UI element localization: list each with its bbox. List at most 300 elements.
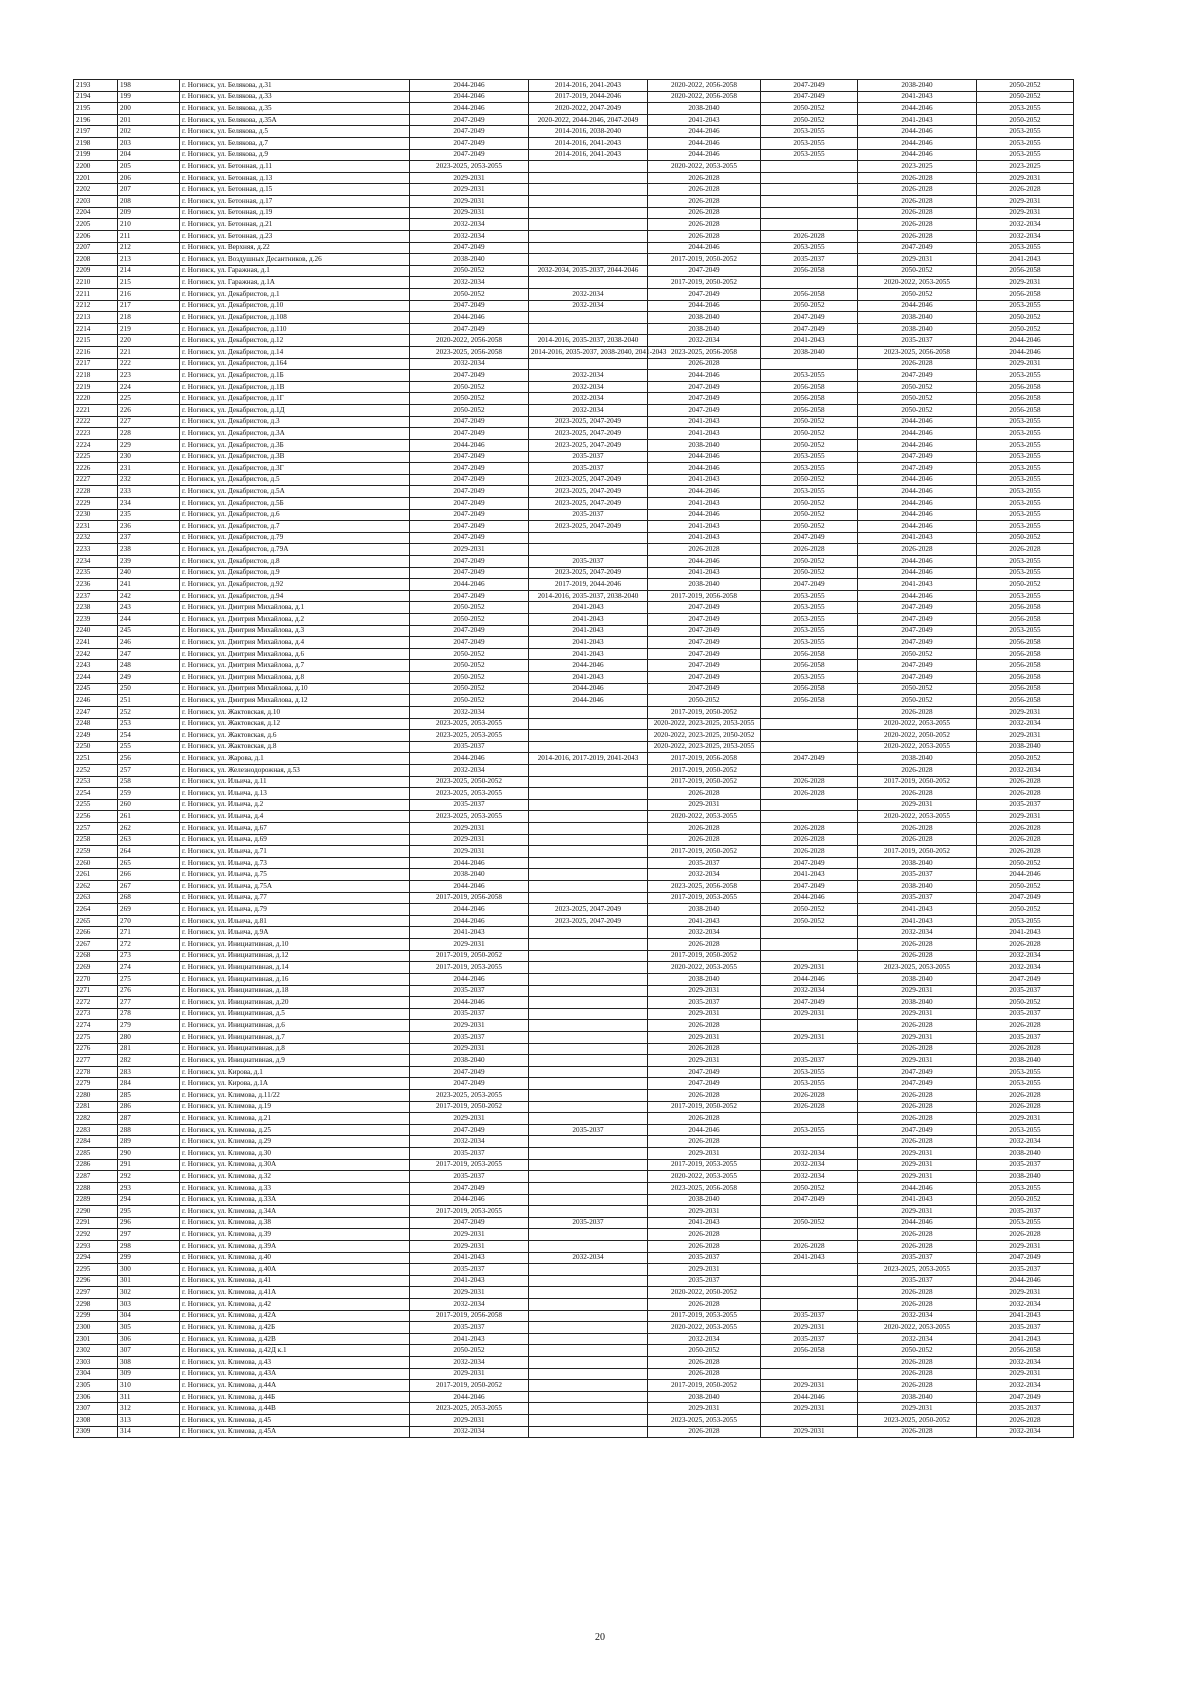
period-cell: 2047-2049: [410, 242, 529, 254]
period-cell: 2053-2055: [761, 138, 858, 150]
row-number-cell: 2307: [74, 1403, 118, 1415]
row-number-cell: 2278: [74, 1066, 118, 1078]
period-cell: 2044-2046: [761, 1391, 858, 1403]
address-cell: г. Ногинск, ул. Дмитрия Михайлова, д.10: [180, 683, 410, 695]
period-cell: 2029-2031: [410, 184, 529, 196]
item-number-cell: 298: [118, 1240, 180, 1252]
period-cell: 2017-2019, 2050-2052: [648, 950, 761, 962]
period-cell: 2035-2037: [977, 1206, 1074, 1218]
period-cell: 2026-2028: [648, 1240, 761, 1252]
table-row: [74, 1229, 1074, 1241]
item-number-cell: 279: [118, 1020, 180, 1032]
period-cell: 2044-2046: [761, 973, 858, 985]
table-row: [74, 80, 1074, 92]
period-cell: 2047-2049: [761, 753, 858, 765]
period-cell: 2023-2025, 2056-2058: [648, 347, 761, 359]
row-number-cell: 2241: [74, 637, 118, 649]
row-number-cell: 2270: [74, 973, 118, 985]
table-row: [74, 1403, 1074, 1415]
row-number-cell: 2259: [74, 846, 118, 858]
period-cell: 2029-2031: [648, 799, 761, 811]
period-cell: 2053-2055: [977, 439, 1074, 451]
table-row: [74, 881, 1074, 893]
period-cell: 2032-2034: [410, 1357, 529, 1369]
period-cell: 2035-2037: [648, 1252, 761, 1264]
item-number-cell: 235: [118, 509, 180, 521]
period-cell: 2035-2037: [977, 1159, 1074, 1171]
row-number-cell: 2229: [74, 497, 118, 509]
period-cell: 2053-2055: [761, 1124, 858, 1136]
period-cell: 2029-2031: [410, 1287, 529, 1299]
row-number-cell: 2285: [74, 1148, 118, 1160]
period-cell: 2014-2016, 2035-2037, 2038-2040: [529, 590, 648, 602]
period-cell: 2053-2055: [977, 138, 1074, 150]
period-cell: 2026-2028: [648, 1357, 761, 1369]
period-cell: 2041-2043: [648, 114, 761, 126]
period-cell: [529, 892, 648, 904]
period-cell: 2041-2043: [648, 532, 761, 544]
period-cell: 2017-2019, 2050-2052: [858, 846, 977, 858]
period-cell: 2041-2043: [977, 1333, 1074, 1345]
period-cell: 2038-2040: [977, 1171, 1074, 1183]
period-cell: 2014-2016, 2041-2043: [529, 149, 648, 161]
period-cell: 2020-2022, 2023-2025, 2050-2052: [648, 730, 761, 742]
period-cell: 2035-2037: [410, 1148, 529, 1160]
period-cell: 2047-2049: [977, 973, 1074, 985]
period-cell: 2026-2028: [648, 207, 761, 219]
period-cell: 2026-2028: [648, 196, 761, 208]
address-cell: г. Ногинск, ул. Климова, д.42Б: [180, 1322, 410, 1334]
address-cell: г. Ногинск, ул. Климова, д.44В: [180, 1403, 410, 1415]
period-cell: 2026-2028: [977, 788, 1074, 800]
item-number-cell: 203: [118, 138, 180, 150]
table-row: [74, 1182, 1074, 1194]
period-cell: 2038-2040: [858, 857, 977, 869]
period-cell: 2056-2058: [977, 602, 1074, 614]
address-cell: г. Ногинск, ул. Климова, д.39А: [180, 1240, 410, 1252]
table-row: [74, 300, 1074, 312]
address-cell: г. Ногинск, ул. Белякова, д.7: [180, 138, 410, 150]
period-cell: [761, 1415, 858, 1427]
period-cell: 2020-2022, 2053-2055: [648, 161, 761, 173]
period-cell: 2017-2019, 2053-2055: [410, 962, 529, 974]
period-cell: 2047-2049: [410, 1182, 529, 1194]
row-number-cell: 2290: [74, 1206, 118, 1218]
row-number-cell: 2254: [74, 788, 118, 800]
period-cell: 2023-2025, 2056-2058: [410, 347, 529, 359]
table-row: [74, 103, 1074, 115]
period-cell: 2020-2022, 2050-2052: [858, 730, 977, 742]
period-cell: 2026-2028: [648, 219, 761, 231]
period-cell: 2038-2040: [648, 323, 761, 335]
item-number-cell: 295: [118, 1206, 180, 1218]
address-cell: г. Ногинск, ул. Дмитрия Михайлова, д.8: [180, 672, 410, 684]
address-cell: г. Ногинск, ул. Климова, д.41: [180, 1275, 410, 1287]
item-number-cell: 241: [118, 579, 180, 591]
period-cell: 2029-2031: [858, 254, 977, 266]
table-row: [74, 323, 1074, 335]
period-cell: 2044-2046: [410, 997, 529, 1009]
address-cell: г. Ногинск, ул. Ильича, д.9А: [180, 927, 410, 939]
period-cell: 2023-2025, 2053-2055: [410, 788, 529, 800]
period-cell: 2047-2049: [410, 567, 529, 579]
period-cell: 2047-2049: [410, 486, 529, 498]
period-cell: 2056-2058: [761, 1345, 858, 1357]
period-cell: 2032-2034: [977, 962, 1074, 974]
period-cell: [761, 1043, 858, 1055]
item-number-cell: 285: [118, 1090, 180, 1102]
period-cell: 2050-2052: [761, 114, 858, 126]
period-cell: 2029-2031: [648, 1008, 761, 1020]
period-cell: 2044-2046: [648, 300, 761, 312]
period-cell: [529, 254, 648, 266]
period-cell: 2029-2031: [410, 1043, 529, 1055]
row-number-cell: 2291: [74, 1217, 118, 1229]
period-cell: 2035-2037: [858, 1275, 977, 1287]
period-cell: 2026-2028: [648, 1090, 761, 1102]
period-cell: 2047-2049: [761, 997, 858, 1009]
period-cell: [761, 950, 858, 962]
period-cell: [529, 1426, 648, 1438]
address-cell: г. Ногинск, ул. Декабристов, д.108: [180, 312, 410, 324]
period-cell: 2047-2049: [410, 521, 529, 533]
address-cell: г. Ногинск, ул. Климова, д.25: [180, 1124, 410, 1136]
table-row: [74, 799, 1074, 811]
period-cell: 2056-2058: [977, 672, 1074, 684]
address-cell: г. Ногинск, ул. Ильича, д.13: [180, 788, 410, 800]
row-number-cell: 2221: [74, 405, 118, 417]
period-cell: 2050-2052: [761, 300, 858, 312]
item-number-cell: 312: [118, 1403, 180, 1415]
period-cell: 2050-2052: [410, 393, 529, 405]
item-number-cell: 247: [118, 648, 180, 660]
period-cell: 2020-2022, 2044-2046, 2047-2049: [529, 114, 648, 126]
address-cell: г. Ногинск, ул. Белякова, д.33: [180, 91, 410, 103]
address-cell: г. Ногинск, ул. Климова, д.42А: [180, 1310, 410, 1322]
period-cell: 2026-2028: [977, 823, 1074, 835]
period-cell: 2017-2019, 2056-2058: [648, 590, 761, 602]
row-number-cell: 2224: [74, 439, 118, 451]
table-row: [74, 1031, 1074, 1043]
period-cell: 2047-2049: [648, 625, 761, 637]
address-cell: г. Ногинск, ул. Инициативная, д.8: [180, 1043, 410, 1055]
item-number-cell: 251: [118, 695, 180, 707]
table-row: [74, 230, 1074, 242]
period-cell: 2044-2046: [977, 335, 1074, 347]
period-cell: 2023-2025, 2047-2049: [529, 439, 648, 451]
period-cell: 2023-2025, 2053-2055: [410, 1090, 529, 1102]
item-number-cell: 287: [118, 1113, 180, 1125]
table-row: [74, 823, 1074, 835]
row-number-cell: 2226: [74, 463, 118, 475]
table-row: [74, 1008, 1074, 1020]
period-cell: 2038-2040: [858, 312, 977, 324]
period-cell: [529, 230, 648, 242]
period-cell: 2041-2043: [761, 1252, 858, 1264]
address-cell: г. Ногинск, ул. Дмитрия Михайлова, д.3: [180, 625, 410, 637]
item-number-cell: 313: [118, 1415, 180, 1427]
period-cell: 2029-2031: [410, 207, 529, 219]
row-number-cell: 2306: [74, 1391, 118, 1403]
period-cell: 2053-2055: [977, 1066, 1074, 1078]
period-cell: 2047-2049: [410, 451, 529, 463]
period-cell: 2041-2043: [977, 254, 1074, 266]
item-number-cell: 248: [118, 660, 180, 672]
address-cell: г. Ногинск, ул. Декабристов, д.12: [180, 335, 410, 347]
period-cell: 2026-2028: [648, 788, 761, 800]
period-cell: 2023-2025, 2053-2055: [410, 1403, 529, 1415]
table-row: [74, 846, 1074, 858]
period-cell: 2044-2046: [858, 509, 977, 521]
period-cell: 2047-2049: [410, 114, 529, 126]
period-cell: 2029-2031: [858, 1206, 977, 1218]
period-cell: 2023-2025, 2053-2055: [410, 718, 529, 730]
row-number-cell: 2298: [74, 1298, 118, 1310]
period-cell: 2053-2055: [977, 242, 1074, 254]
table-row: [74, 1391, 1074, 1403]
table-row: [74, 892, 1074, 904]
period-cell: [529, 997, 648, 1009]
row-number-cell: 2236: [74, 579, 118, 591]
period-cell: 2026-2028: [977, 939, 1074, 951]
item-number-cell: 291: [118, 1159, 180, 1171]
period-cell: [529, 277, 648, 289]
address-cell: г. Ногинск, ул. Инициативная, д.5: [180, 1008, 410, 1020]
period-cell: 2044-2046: [858, 300, 977, 312]
period-cell: 2029-2031: [977, 277, 1074, 289]
period-cell: 2017-2019, 2050-2052: [648, 764, 761, 776]
period-cell: 2026-2028: [977, 834, 1074, 846]
period-cell: 2053-2055: [761, 126, 858, 138]
item-number-cell: 288: [118, 1124, 180, 1136]
period-cell: 2047-2049: [410, 532, 529, 544]
period-cell: [761, 799, 858, 811]
period-cell: 2026-2028: [977, 846, 1074, 858]
row-number-cell: 2198: [74, 138, 118, 150]
period-cell: 2032-2034: [648, 335, 761, 347]
address-cell: г. Ногинск, ул. Инициативная, д.7: [180, 1031, 410, 1043]
period-cell: 2032-2034: [529, 300, 648, 312]
period-cell: [529, 1264, 648, 1276]
table-row: [74, 1345, 1074, 1357]
address-cell: г. Ногинск, ул. Декабристов, д.3В: [180, 451, 410, 463]
row-number-cell: 2308: [74, 1415, 118, 1427]
period-cell: 2026-2028: [648, 1043, 761, 1055]
period-cell: 2032-2034: [977, 1357, 1074, 1369]
period-cell: 2041-2043: [761, 869, 858, 881]
period-cell: 2026-2028: [858, 207, 977, 219]
row-number-cell: 2248: [74, 718, 118, 730]
item-number-cell: 267: [118, 881, 180, 893]
period-cell: 2044-2046: [648, 370, 761, 382]
period-cell: 2026-2028: [858, 1287, 977, 1299]
period-cell: [529, 927, 648, 939]
period-cell: 2020-2022, 2053-2055: [648, 1322, 761, 1334]
table-row: [74, 973, 1074, 985]
address-cell: г. Ногинск, ул. Климова, д.39: [180, 1229, 410, 1241]
address-cell: г. Ногинск, ул. Ильича, д.4: [180, 811, 410, 823]
table-row: [74, 950, 1074, 962]
period-cell: 2041-2043: [858, 114, 977, 126]
period-cell: 2044-2046: [410, 1194, 529, 1206]
row-number-cell: 2302: [74, 1345, 118, 1357]
period-cell: 2029-2031: [977, 207, 1074, 219]
table-row: [74, 648, 1074, 660]
item-number-cell: 296: [118, 1217, 180, 1229]
address-cell: г. Ногинск, ул. Жактовская, д.10: [180, 706, 410, 718]
row-number-cell: 2295: [74, 1264, 118, 1276]
period-cell: 2041-2043: [529, 602, 648, 614]
period-cell: 2017-2019, 2050-2052: [410, 950, 529, 962]
address-cell: г. Ногинск, ул. Кирова, д.1: [180, 1066, 410, 1078]
table-row: [74, 1066, 1074, 1078]
table-row: [74, 161, 1074, 173]
period-cell: 2056-2058: [977, 265, 1074, 277]
table-row: [74, 497, 1074, 509]
table-row: [74, 927, 1074, 939]
period-cell: 2035-2037: [977, 1031, 1074, 1043]
item-number-cell: 231: [118, 463, 180, 475]
row-number-cell: 2292: [74, 1229, 118, 1241]
item-number-cell: 221: [118, 347, 180, 359]
address-cell: г. Ногинск, ул. Ильича, д.81: [180, 915, 410, 927]
period-cell: [529, 1101, 648, 1113]
period-cell: 2029-2031: [761, 1008, 858, 1020]
period-cell: 2035-2037: [761, 1333, 858, 1345]
row-number-cell: 2300: [74, 1322, 118, 1334]
table-row: [74, 718, 1074, 730]
table-row: [74, 451, 1074, 463]
address-cell: г. Ногинск, ул. Декабристов, д.1: [180, 288, 410, 300]
period-cell: 2053-2055: [977, 1078, 1074, 1090]
item-number-cell: 243: [118, 602, 180, 614]
row-number-cell: 2304: [74, 1368, 118, 1380]
period-cell: 2047-2049: [410, 1217, 529, 1229]
period-cell: [529, 1182, 648, 1194]
period-cell: 2047-2049: [410, 323, 529, 335]
address-cell: г. Ногинск, ул. Ильича, д.73: [180, 857, 410, 869]
address-cell: г. Ногинск, ул. Климова, д.44Б: [180, 1391, 410, 1403]
address-cell: г. Ногинск, ул. Инициативная, д.6: [180, 1020, 410, 1032]
address-cell: г. Ногинск, ул. Декабристов, д.1Д: [180, 405, 410, 417]
period-cell: 2047-2049: [648, 648, 761, 660]
period-cell: 2026-2028: [977, 184, 1074, 196]
period-cell: 2029-2031: [977, 730, 1074, 742]
address-cell: г. Ногинск, ул. Климова, д.42: [180, 1298, 410, 1310]
period-cell: 2038-2040: [648, 1391, 761, 1403]
period-cell: 2026-2028: [648, 1113, 761, 1125]
item-number-cell: 294: [118, 1194, 180, 1206]
table-row: [74, 730, 1074, 742]
period-cell: 2047-2049: [761, 532, 858, 544]
period-cell: 2044-2046: [858, 416, 977, 428]
row-number-cell: 2233: [74, 544, 118, 556]
row-number-cell: 2297: [74, 1287, 118, 1299]
item-number-cell: 218: [118, 312, 180, 324]
period-cell: 2020-2022, 2053-2055: [858, 1322, 977, 1334]
period-cell: 2053-2055: [761, 614, 858, 626]
period-cell: [529, 741, 648, 753]
item-number-cell: 276: [118, 985, 180, 997]
row-number-cell: 2240: [74, 625, 118, 637]
period-cell: 2056-2058: [761, 393, 858, 405]
table-row: [74, 811, 1074, 823]
period-cell: 2038-2040: [977, 1148, 1074, 1160]
period-cell: 2032-2034: [977, 764, 1074, 776]
period-cell: 2038-2040: [410, 869, 529, 881]
item-number-cell: 252: [118, 706, 180, 718]
period-cell: 2047-2049: [761, 80, 858, 92]
item-number-cell: 289: [118, 1136, 180, 1148]
table-row: [74, 939, 1074, 951]
period-cell: 2029-2031: [761, 1403, 858, 1415]
item-number-cell: 299: [118, 1252, 180, 1264]
period-cell: 2044-2046: [648, 463, 761, 475]
period-cell: [529, 1194, 648, 1206]
period-cell: 2047-2049: [410, 509, 529, 521]
row-number-cell: 2203: [74, 196, 118, 208]
table-row: [74, 439, 1074, 451]
address-cell: г. Ногинск, ул. Декабристов, д.94: [180, 590, 410, 602]
period-cell: 2047-2049: [410, 126, 529, 138]
table-row: [74, 1043, 1074, 1055]
address-cell: г. Ногинск, ул. Климова, д.40: [180, 1252, 410, 1264]
period-cell: 2041-2043: [648, 416, 761, 428]
period-cell: 2026-2028: [648, 939, 761, 951]
row-number-cell: 2245: [74, 683, 118, 695]
period-cell: 2026-2028: [648, 230, 761, 242]
address-cell: г. Ногинск, ул. Декабристов, д.7: [180, 521, 410, 533]
period-cell: 2017-2019, 2044-2046: [529, 91, 648, 103]
item-number-cell: 301: [118, 1275, 180, 1287]
item-number-cell: 269: [118, 904, 180, 916]
row-number-cell: 2234: [74, 555, 118, 567]
period-cell: 2053-2055: [977, 416, 1074, 428]
period-cell: 2044-2046: [529, 695, 648, 707]
period-cell: 2029-2031: [858, 1031, 977, 1043]
period-cell: 2026-2028: [858, 1357, 977, 1369]
period-cell: 2050-2052: [977, 114, 1074, 126]
row-number-cell: 2269: [74, 962, 118, 974]
period-cell: 2056-2058: [977, 648, 1074, 660]
period-cell: 2053-2055: [977, 149, 1074, 161]
row-number-cell: 2251: [74, 753, 118, 765]
address-cell: г. Ногинск, ул. Дмитрия Михайлова, д.2: [180, 614, 410, 626]
row-number-cell: 2249: [74, 730, 118, 742]
table-row: [74, 1298, 1074, 1310]
item-number-cell: 232: [118, 474, 180, 486]
period-cell: 2044-2046: [410, 91, 529, 103]
period-cell: 2044-2046: [858, 590, 977, 602]
period-cell: 2050-2052: [410, 405, 529, 417]
table-row: [74, 1333, 1074, 1345]
address-cell: г. Ногинск, ул. Бетонная, д.23: [180, 230, 410, 242]
table-row: [74, 242, 1074, 254]
period-cell: 2032-2034: [410, 1136, 529, 1148]
period-cell: 2053-2055: [761, 1078, 858, 1090]
item-number-cell: 302: [118, 1287, 180, 1299]
address-cell: г. Ногинск, ул. Климова, д.42В: [180, 1333, 410, 1345]
period-cell: 2053-2055: [761, 672, 858, 684]
address-cell: г. Ногинск, ул. Декабристов, д.79А: [180, 544, 410, 556]
item-number-cell: 266: [118, 869, 180, 881]
period-cell: 2029-2031: [410, 172, 529, 184]
period-cell: [529, 196, 648, 208]
row-number-cell: 2275: [74, 1031, 118, 1043]
period-cell: [529, 823, 648, 835]
table-row: [74, 915, 1074, 927]
period-cell: 2026-2028: [761, 544, 858, 556]
